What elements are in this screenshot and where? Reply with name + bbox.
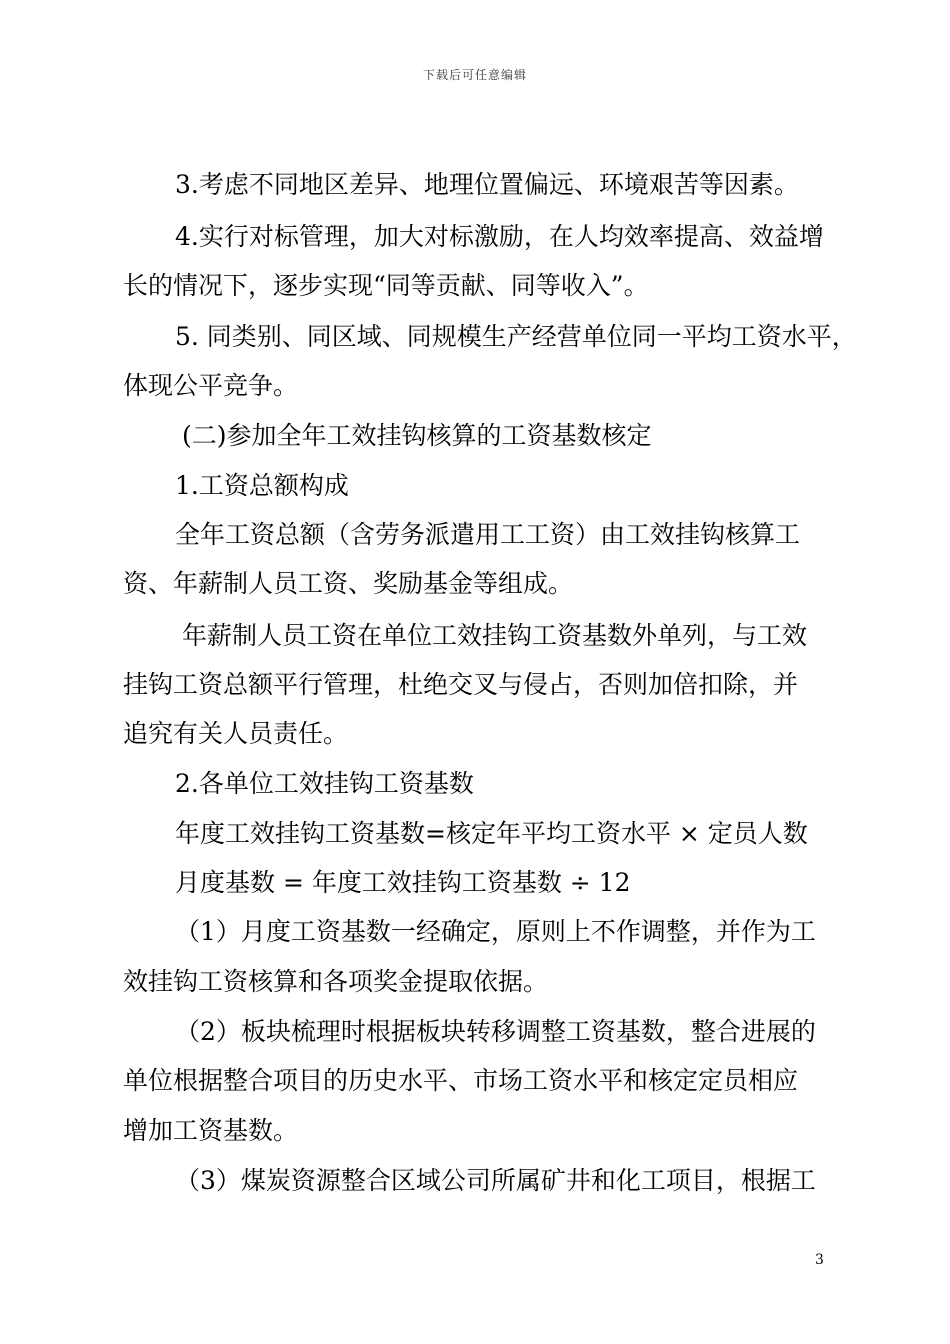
body-line: 追究有关人员责任。 [123,719,349,748]
body-line: 体现公平竞争。 [123,371,299,400]
subsection-heading: 1.工资总额构成 [175,471,349,500]
body-line: 全年工资总额（含劳务派遣用工工资）由工效挂钩核算工 [175,520,801,549]
body-line: 3.考虑不同地区差异、地理位置偏远、环境艰苦等因素。 [175,170,799,199]
page-number: 3 [815,1252,824,1268]
section-heading: (二)参加全年工效挂钩核算的工资基数核定 [182,421,652,450]
formula-line: 月度基数 = 年度工效挂钩工资基数 ÷ 12 [175,868,631,897]
body-line: （3）煤炭资源整合区域公司所属矿井和化工项目，根据工 [175,1166,816,1195]
body-line: 5. 同类别、同区域、同规模生产经营单位同一平均工资水平， [175,322,857,351]
body-line: 年薪制人员工资在单位工效挂钩工资基数外单列，与工效 [182,621,808,650]
body-line: （2）板块梳理时根据板块转移调整工资基数，整合进展的 [175,1017,816,1046]
body-line: （1）月度工资基数一经确定，原则上不作调整，并作为工 [175,917,816,946]
formula-line: 年度工效挂钩工资基数=核定年平均工资水平 × 定员人数 [175,819,808,848]
body-line: 单位根据整合项目的历史水平、市场工资水平和核定定员相应 [123,1066,799,1095]
body-line: 4.实行对标管理，加大对标激励，在人均效率提高、效益增 [175,222,824,251]
body-line: 增加工资基数。 [123,1116,299,1145]
subsection-heading: 2.各单位工效挂钩工资基数 [175,769,474,798]
body-line: 资、年薪制人员工资、奖励基金等组成。 [123,569,574,598]
body-line: 长的情况下，逐步实现“同等贡献、同等收入”。 [123,271,649,300]
header-note: 下载后可任意编辑 [422,68,527,82]
body-line: 效挂钩工资核算和各项奖金提取依据。 [123,967,549,996]
body-line: 挂钩工资总额平行管理，杜绝交叉与侵占，否则加倍扣除，并 [123,670,799,699]
